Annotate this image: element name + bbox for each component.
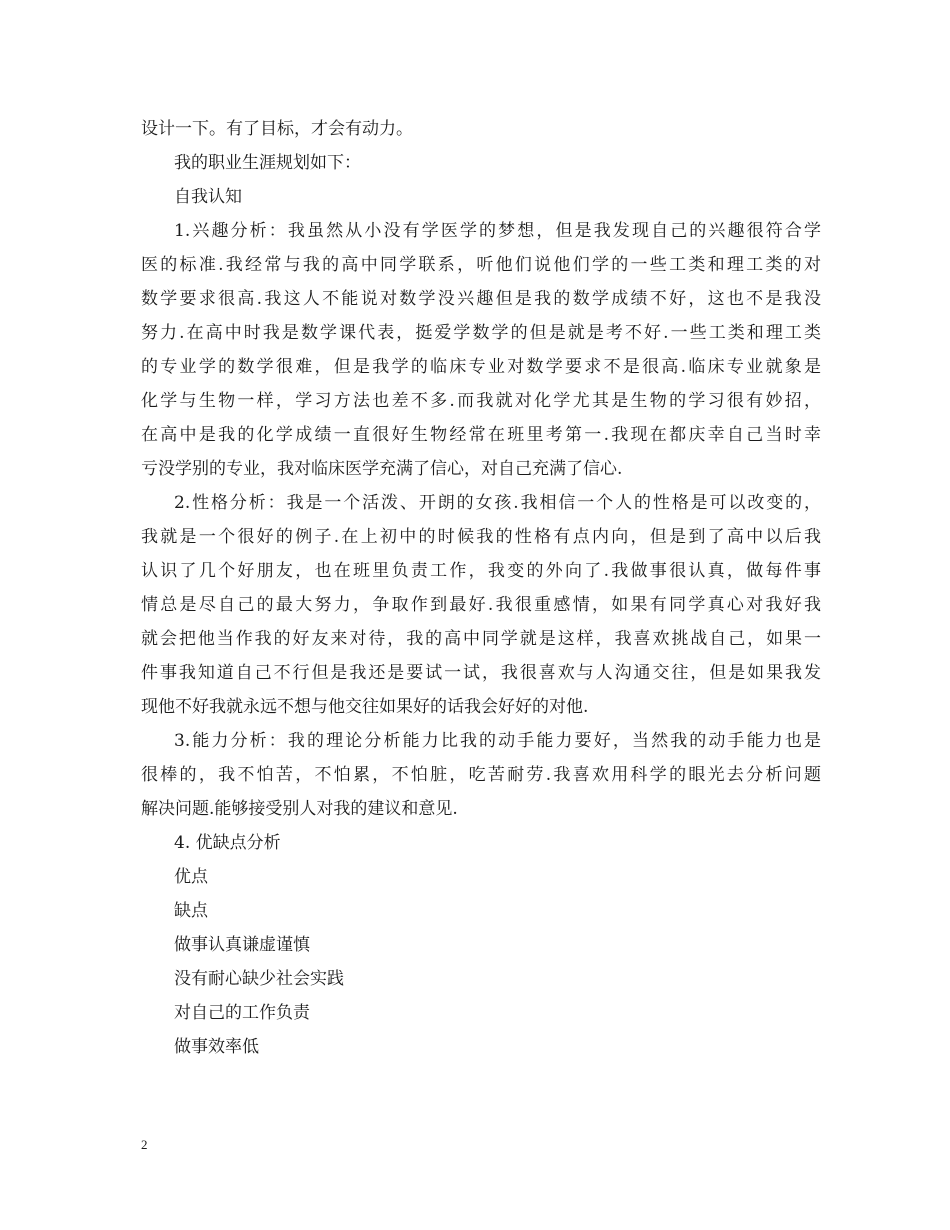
text-line: 我就是一个很好的例子.在上初中的时候我的性格有点内向，但是到了高中以后我 <box>141 527 821 547</box>
text-line: 认识了几个好朋友，也在班里负责工作，我变的外向了.我做事很认真，做每件事 <box>141 561 821 581</box>
text-line: 件事我知道自己不行但是我还是要试一试，我很喜欢与人沟通交往，但是如果我发 <box>141 663 821 683</box>
text-line: 1.兴趣分析：我虽然从小没有学医学的梦想，但是我发现自己的兴趣很符合学 <box>174 221 821 241</box>
text-line: 4. 优缺点分析 <box>174 833 281 853</box>
text-line: 2.性格分析：我是一个活泼、开朗的女孩.我相信一个人的性格是可以改变的， <box>174 493 821 513</box>
text-line: 做事效率低 <box>174 1037 259 1057</box>
text-line: 现他不好我就永远不想与他交往如果好的话我会好好的对他. <box>141 697 589 717</box>
text-line: 设计一下。有了目标，才会有动力。 <box>141 119 413 139</box>
text-line: 解决问题.能够接受别人对我的建议和意见. <box>141 799 458 819</box>
text-line: 数学要求很高.我这人不能说对数学没兴趣但是我的数学成绩不好，这也不是我没 <box>141 289 821 309</box>
text-line: 努力.在高中时我是数学课代表，挺爱学数学的但是就是考不好.一些工类和理工类 <box>141 323 821 343</box>
text-line: 对自己的工作负责 <box>174 1003 310 1023</box>
text-line: 自我认知 <box>174 187 242 207</box>
text-line: 亏没学别的专业，我对临床医学充满了信心，对自己充满了信心. <box>141 459 623 479</box>
text-line: 我的职业生涯规划如下： <box>174 153 361 173</box>
text-line: 就会把他当作我的好友来对待，我的高中同学就是这样，我喜欢挑战自己，如果一 <box>141 629 821 649</box>
document-body <box>141 112 821 1064</box>
text-line: 化学与生物一样，学习方法也差不多.而我就对化学尤其是生物的学习很有妙招， <box>141 391 821 411</box>
text-line: 做事认真谦虚谨慎 <box>174 935 310 955</box>
text-line: 医的标准.我经常与我的高中同学联系，听他们说他们学的一些工类和理工类的对 <box>141 255 821 275</box>
page-number: 2 <box>141 1137 148 1152</box>
text-line: 3.能力分析：我的理论分析能力比我的动手能力要好，当然我的动手能力也是 <box>174 731 821 751</box>
text-line: 情总是尽自己的最大努力，争取作到最好.我很重感情，如果有同学真心对我好我 <box>141 595 821 615</box>
text-line: 的专业学的数学很难，但是我学的临床专业对数学要求不是很高.临床专业就象是 <box>141 357 821 377</box>
text-line: 很棒的，我不怕苦，不怕累，不怕脏，吃苦耐劳.我喜欢用科学的眼光去分析问题 <box>141 765 821 785</box>
text-line: 优点 <box>174 867 208 887</box>
text-line: 没有耐心缺少社会实践 <box>174 969 344 989</box>
text-line: 在高中是我的化学成绩一直很好生物经常在班里考第一.我现在都庆幸自己当时幸 <box>141 425 821 445</box>
text-line: 缺点 <box>174 901 208 921</box>
